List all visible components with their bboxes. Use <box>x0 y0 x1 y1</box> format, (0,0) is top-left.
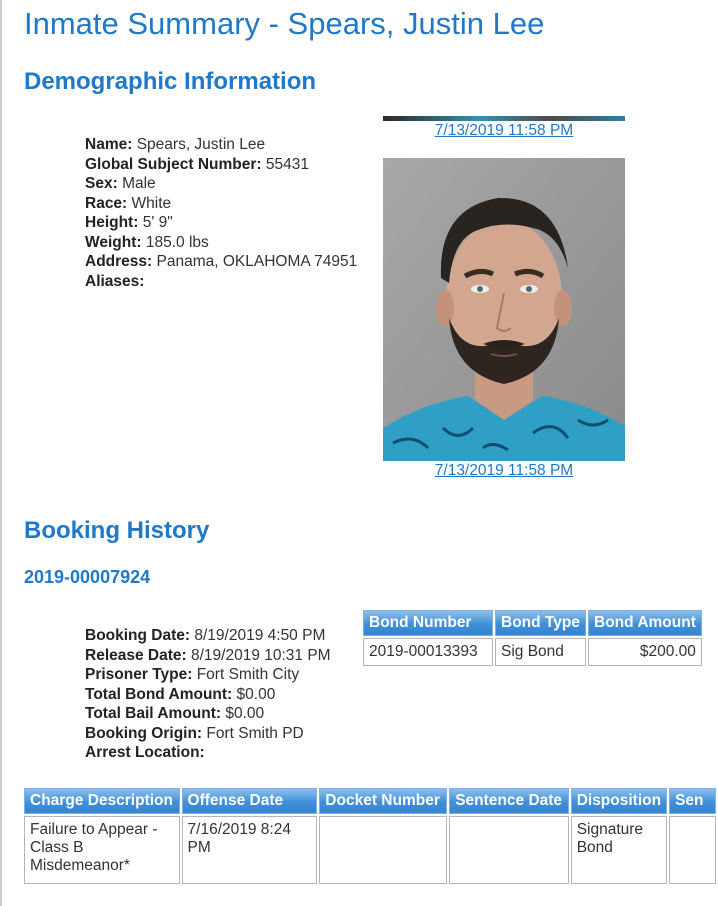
bond-table <box>361 608 704 668</box>
photo-date-link-2[interactable]: 7/13/2019 11:58 PM <box>434 462 574 479</box>
field-address: Address: Panama, OKLAHOMA 74951 <box>85 253 358 270</box>
charge-description-header[interactable]: Charge Description <box>24 788 180 814</box>
field-aliases: Aliases: <box>85 272 145 290</box>
sentence-header[interactable]: Sen <box>669 788 716 814</box>
field-height: Height: 5' 9" <box>85 214 173 231</box>
booking-number: 2019-00007924 <box>24 567 151 587</box>
bond-table-header-row <box>363 610 702 636</box>
field-arrest-location: Arrest Location: <box>85 744 205 761</box>
demographic-fields <box>85 135 357 291</box>
mugshot-illustration <box>383 158 625 461</box>
disposition-header[interactable]: Disposition <box>571 788 667 814</box>
field-global-subject-number: Global Subject Number: 55431 <box>85 155 309 173</box>
field-prisoner-type: Prisoner Type: Fort Smith City <box>85 666 300 683</box>
bond-amount-cell: $200.00 <box>588 638 702 666</box>
sentence-date-header[interactable]: Sentence Date <box>449 788 568 814</box>
field-booking-origin: Booking Origin: Fort Smith PD <box>85 724 304 742</box>
table-row <box>24 816 716 884</box>
mugshot-photo[interactable] <box>383 158 625 461</box>
field-sex: Sex: Male <box>85 175 156 192</box>
table-row <box>363 638 702 666</box>
field-race: Race: White <box>85 194 172 212</box>
previous-mugshot-image[interactable] <box>383 116 625 121</box>
offense-date-cell: 7/16/2019 8:24 PM <box>182 816 318 884</box>
field-booking-date: Booking Date: 8/19/2019 4:50 PM <box>85 627 326 644</box>
page-title: Inmate Summary - Spears, Justin Lee <box>24 6 545 41</box>
sentence-cell <box>669 816 716 884</box>
field-name: Name: Spears, Justin Lee <box>85 136 266 153</box>
field-total-bond-amount: Total Bond Amount: $0.00 <box>85 685 276 703</box>
demographic-heading: Demographic Information <box>24 68 317 95</box>
bond-type-cell: Sig Bond <box>495 638 586 666</box>
bond-number-header[interactable]: Bond Number <box>363 610 493 636</box>
disposition-cell: Signature Bond <box>571 816 667 884</box>
booking-history-heading: Booking History <box>24 517 210 544</box>
field-weight: Weight: 185.0 lbs <box>85 233 209 251</box>
docket-number-header[interactable]: Docket Number <box>319 788 447 814</box>
charge-table-header-row <box>24 788 716 814</box>
charge-table <box>22 786 718 886</box>
field-total-bail-amount: Total Bail Amount: $0.00 <box>85 705 265 722</box>
bond-amount-header[interactable]: Bond Amount <box>588 610 702 636</box>
sentence-date-cell <box>449 816 568 884</box>
offense-date-header[interactable]: Offense Date <box>182 788 318 814</box>
left-border <box>0 0 2 906</box>
photo-date-link-1[interactable]: 7/13/2019 11:58 PM <box>434 122 574 139</box>
bond-number-cell: 2019-00013393 <box>363 638 493 666</box>
field-release-date: Release Date: 8/19/2019 10:31 PM <box>85 646 331 664</box>
bond-type-header[interactable]: Bond Type <box>495 610 586 636</box>
docket-number-cell <box>319 816 447 884</box>
booking-fields <box>85 626 331 763</box>
charge-description-cell: Failure to Appear - Class B Misdemeanor* <box>24 816 180 884</box>
